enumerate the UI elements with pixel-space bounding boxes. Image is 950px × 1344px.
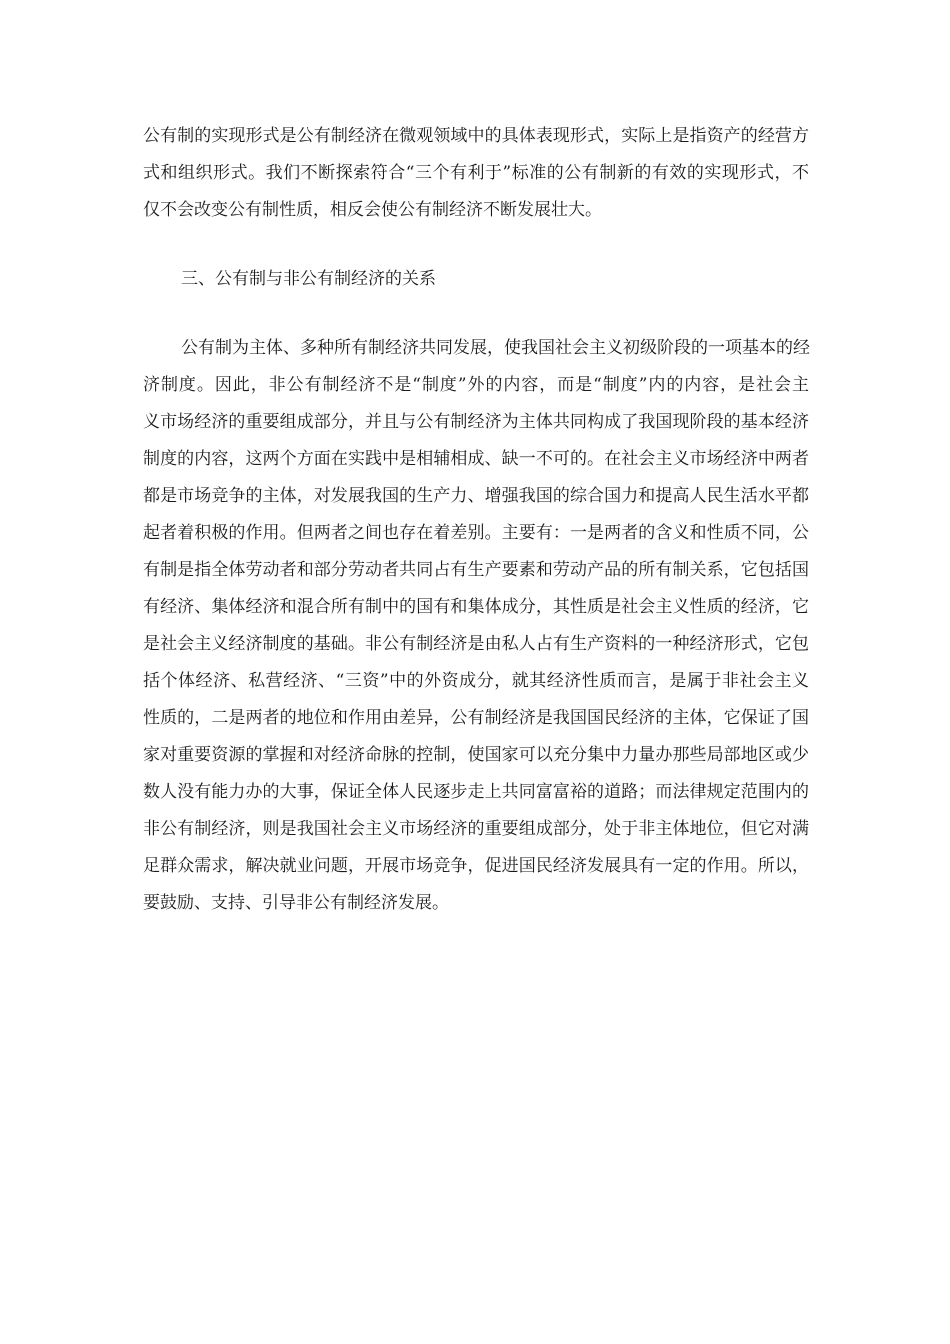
paragraph-ownership-relationship: [143, 330, 809, 922]
text-line: 数人没有能力办的大事，保证全体人民逐步走上共同富富裕的道路；而法律规定范围内的: [143, 782, 809, 802]
document-body: [143, 118, 809, 922]
text-line: 要鼓励、支持、引导非公有制经济发展。: [143, 893, 449, 913]
text-line: 性质的，二是两者的地位和作用由差异，公有制经济是我国国民经济的主体，它保证了国: [143, 708, 809, 728]
text-line: 起者着积极的作用。但两者之间也存在着差别。主要有：一是两者的含义和性质不同，公: [143, 523, 809, 543]
text-line: 式和组织形式。我们不断探索符合“三个有利于”标准的公有制新的有效的实现形式，不: [143, 163, 809, 183]
section-heading: 三、公有制与非公有制经济的关系: [181, 269, 436, 289]
paragraph-spacer: [143, 229, 809, 261]
text-line: 括个体经济、私营经济、“三资”中的外资成分，就其经济性质而言，是属于非社会主义: [143, 671, 809, 691]
text-line: 公有制的实现形式是公有制经济在微观领域中的具体表现形式，实际上是指资产的经营方: [143, 126, 809, 146]
text-line: 制度的内容，这两个方面在实践中是相辅相成、缺一不可的。在社会主义市场经济中两者: [143, 449, 809, 469]
paragraph-spacer: [143, 298, 809, 330]
text-line: 有经济、集体经济和混合所有制中的国有和集体成分，其性质是社会主义性质的经济，它: [143, 597, 809, 617]
text-line: 济制度。因此，非公有制经济不是“制度”外的内容，而是“制度”内的内容，是社会主: [143, 375, 809, 395]
paragraph-ownership-forms: [143, 118, 809, 229]
text-line: 都是市场竞争的主体，对发展我国的生产力、增强我国的综合国力和提高人民生活水平都: [143, 486, 809, 506]
text-line: 非公有制经济，则是我国社会主义市场经济的重要组成部分，处于非主体地位，但它对满: [143, 819, 809, 839]
text-line: 足群众需求，解决就业问题，开展市场竞争，促进国民经济发展具有一定的作用。所以，: [143, 856, 809, 876]
text-line: 是社会主义经济制度的基础。非公有制经济是由私人占有生产资料的一种经济形式，它包: [143, 634, 809, 654]
text-line: 有制是指全体劳动者和部分劳动者共同占有生产要素和劳动产品的所有制关系，它包括国: [143, 560, 809, 580]
text-line: 公有制为主体、多种所有制经济共同发展，使我国社会主义初级阶段的一项基本的经: [181, 338, 810, 358]
text-line: 家对重要资源的掌握和对经济命脉的控制，使国家可以充分集中力量办那些局部地区或少: [143, 745, 809, 765]
text-line: 仅不会改变公有制性质，相反会使公有制经济不断发展壮大。: [143, 200, 602, 220]
text-line: 义市场经济的重要组成部分，并且与公有制经济为主体共同构成了我国现阶段的基本经济: [143, 412, 809, 432]
